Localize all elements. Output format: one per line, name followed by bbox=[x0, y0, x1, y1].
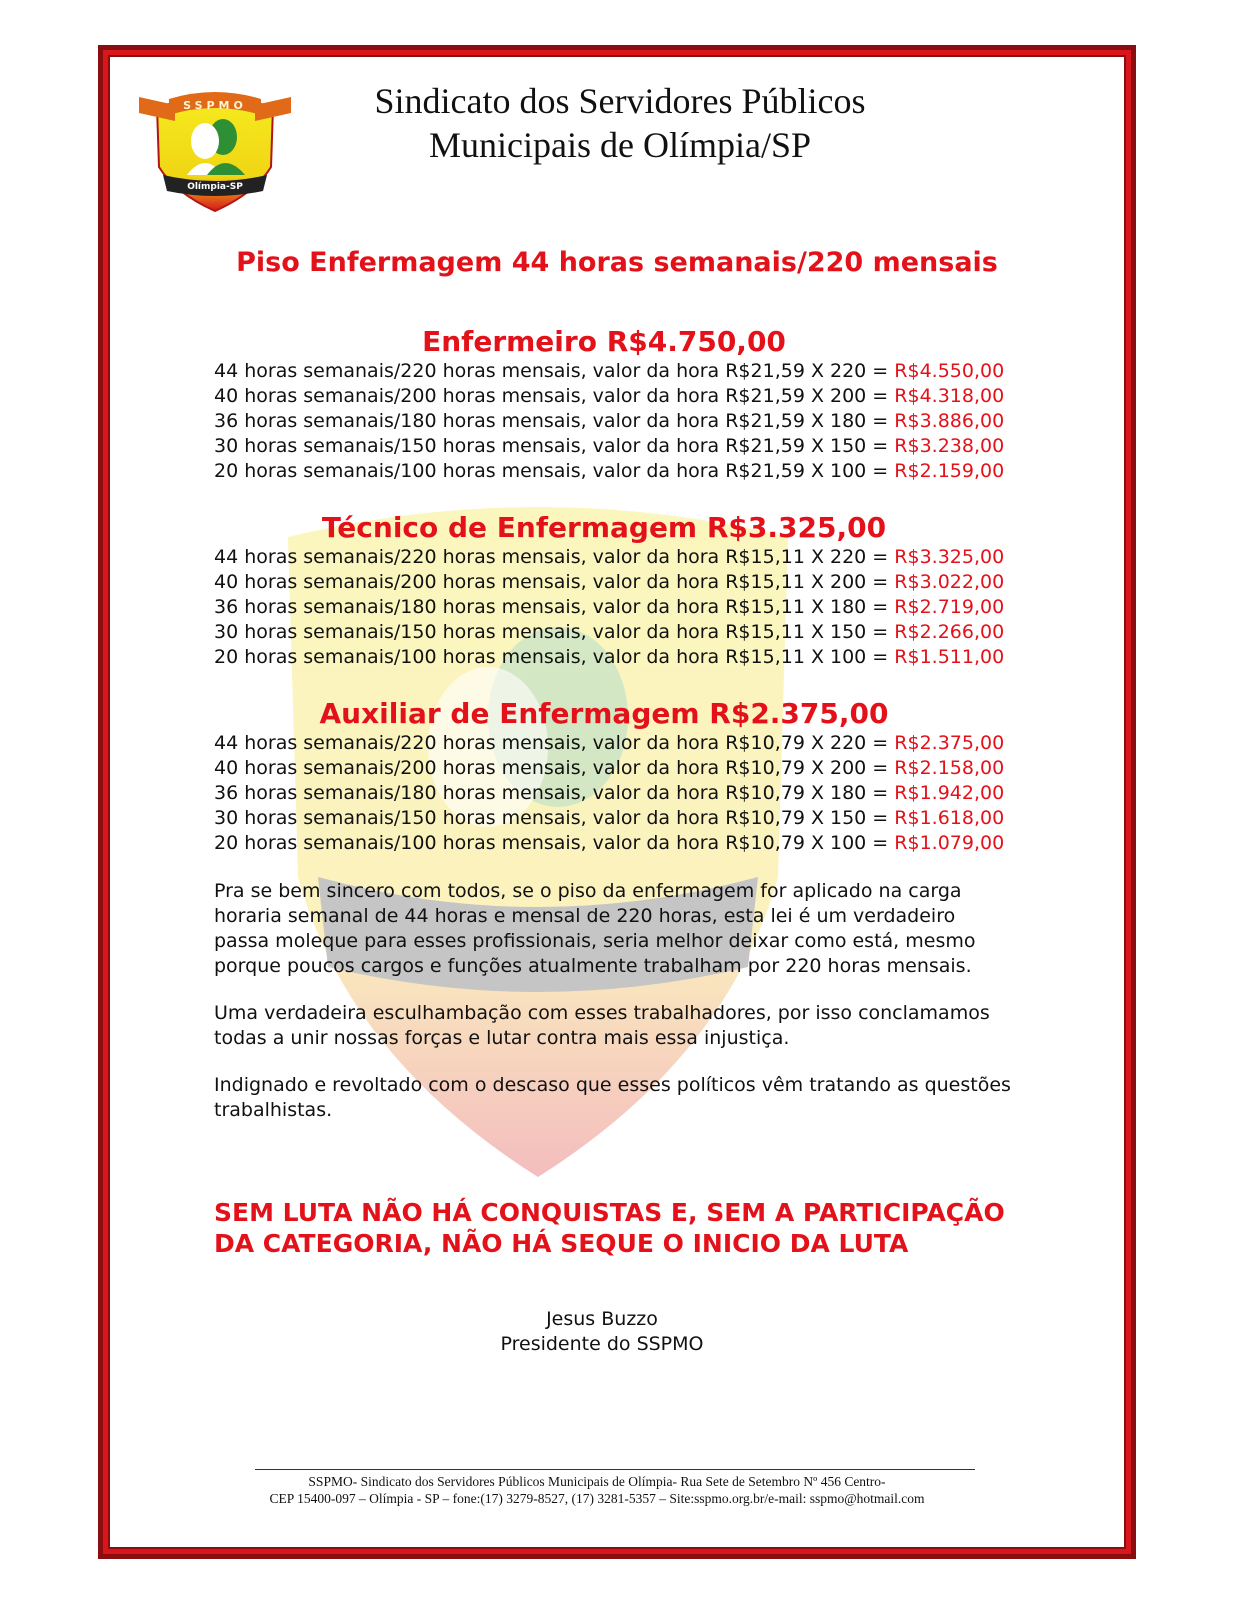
salary-row: 20 horas semanais/100 horas mensais, valor da hora R$21,59 X 100 = R$2.159,00 bbox=[214, 460, 1005, 482]
salary-value: R$4.550,00 bbox=[894, 360, 1005, 382]
section-title: Técnico de Enfermagem R$3.325,00 bbox=[321, 511, 887, 544]
salary-row: 36 horas semanais/180 horas mensais, valor da hora R$21,59 X 180 = R$3.886,00 bbox=[214, 410, 1005, 432]
salary-row: 20 horas semanais/100 horas mensais, valor da hora R$10,79 X 100 = R$1.079,00 bbox=[214, 832, 1005, 854]
section-title: Auxiliar de Enfermagem R$2.375,00 bbox=[319, 697, 889, 730]
footer bbox=[110, 1473, 1124, 1507]
salary-value: R$3.238,00 bbox=[894, 435, 1005, 457]
salary-row: 40 horas semanais/200 horas mensais, valor da hora R$10,79 X 200 = R$2.158,00 bbox=[214, 757, 1005, 779]
footer-line-2: CEP 15400-097 – Olímpia - SP – fone:(17) 3279-8527, (17) 3281-5357 – Site:sspmo.org.br/e-mail: sspmo@hotmail.com bbox=[269, 1491, 925, 1506]
section-auxiliar-enfermagem bbox=[214, 697, 1034, 856]
salary-row: 30 horas semanais/150 horas mensais, valor da hora R$15,11 X 150 = R$2.266,00 bbox=[214, 621, 1005, 643]
salary-value: R$3.022,00 bbox=[894, 571, 1005, 593]
salary-row: 44 horas semanais/220 horas mensais, valor da hora R$15,11 X 220 = R$3.325,00 bbox=[214, 546, 1005, 568]
signature-name: Jesus Buzzo bbox=[546, 1308, 658, 1330]
salary-value: R$1.618,00 bbox=[894, 807, 1005, 829]
footer-divider bbox=[255, 1469, 975, 1470]
salary-row: 36 horas semanais/180 horas mensais, valor da hora R$10,79 X 180 = R$1.942,00 bbox=[214, 782, 1005, 804]
salary-value: R$4.318,00 bbox=[894, 385, 1005, 407]
document-page bbox=[110, 57, 1124, 1547]
salary-row: 20 horas semanais/100 horas mensais, valor da hora R$15,11 X 100 = R$1.511,00 bbox=[214, 646, 1005, 668]
org-title-line-2: Municipais de Olímpia/SP bbox=[429, 125, 811, 165]
salary-row: 36 horas semanais/180 horas mensais, valor da hora R$15,11 X 180 = R$2.719,00 bbox=[214, 596, 1005, 618]
footer-line-1: SSPMO- Sindicato dos Servidores Públicos Municipais de Olímpia- Rua Sete de Setembro Nº 456 Centro- bbox=[308, 1474, 886, 1489]
svg-text:SSPMO: SSPMO bbox=[183, 99, 247, 112]
salary-value: R$2.375,00 bbox=[894, 732, 1005, 754]
svg-text:Olímpia-SP: Olímpia-SP bbox=[187, 182, 243, 192]
section-tecnico-enfermagem bbox=[214, 511, 1034, 670]
salary-value: R$3.886,00 bbox=[894, 410, 1005, 432]
sspmo-logo-icon bbox=[135, 75, 295, 215]
signature-block bbox=[110, 1307, 1124, 1357]
paragraph: Indignado e revoltado com o descaso que esses políticos vêm tratando as questões trabalhistas. bbox=[214, 1074, 1011, 1121]
salary-value: R$2.158,00 bbox=[894, 757, 1005, 779]
salary-value: R$3.325,00 bbox=[894, 546, 1005, 568]
salary-row: 44 horas semanais/220 horas mensais, valor da hora R$10,79 X 220 = R$2.375,00 bbox=[214, 732, 1005, 754]
salary-row: 40 horas semanais/200 horas mensais, valor da hora R$21,59 X 200 = R$4.318,00 bbox=[214, 385, 1005, 407]
salary-value: R$2.719,00 bbox=[894, 596, 1005, 618]
paragraph: Uma verdadeira esculhambação com esses trabalhadores, por isso conclamamos todas a unir nossas forças e lutar contra mais essa injustiça. bbox=[214, 1002, 990, 1049]
organization-title bbox=[320, 79, 920, 167]
salary-value: R$2.159,00 bbox=[894, 460, 1005, 482]
section-title: Enfermeiro R$4.750,00 bbox=[422, 325, 786, 358]
org-title-line-1: Sindicato dos Servidores Públicos bbox=[374, 81, 866, 121]
salary-value: R$2.266,00 bbox=[894, 621, 1005, 643]
section-enfermeiro bbox=[214, 325, 1034, 484]
page-title: Piso Enfermagem 44 horas semanais/220 mensais bbox=[236, 247, 998, 278]
salary-row: 40 horas semanais/200 horas mensais, valor da hora R$15,11 X 200 = R$3.022,00 bbox=[214, 571, 1005, 593]
salary-value: R$1.511,00 bbox=[894, 646, 1005, 668]
signature-role: Presidente do SSPMO bbox=[500, 1333, 704, 1355]
slogan: SEM LUTA NÃO HÁ CONQUISTAS E, SEM A PARTICIPAÇÃO DA CATEGORIA, NÃO HÁ SEQUE O INICIO DA LUTA bbox=[214, 1198, 1005, 1258]
salary-row: 30 horas semanais/150 horas mensais, valor da hora R$10,79 X 150 = R$1.618,00 bbox=[214, 807, 1005, 829]
page-frame bbox=[98, 45, 1136, 1559]
paragraph: Pra se bem sincero com todos, se o piso da enfermagem for aplicado na carga horaria semanal de 44 horas e mensal de 220 horas, esta lei é um verdadeiro passa moleque para esses profissionais, seria melhor deixar como está, mesmo porque poucos cargos e funções atualmente trabalham por 220 horas mensais. bbox=[214, 880, 976, 977]
salary-value: R$1.942,00 bbox=[894, 782, 1005, 804]
salary-value: R$1.079,00 bbox=[894, 832, 1005, 854]
salary-row: 44 horas semanais/220 horas mensais, valor da hora R$21,59 X 220 = R$4.550,00 bbox=[214, 360, 1005, 382]
salary-row: 30 horas semanais/150 horas mensais, valor da hora R$21,59 X 150 = R$3.238,00 bbox=[214, 435, 1005, 457]
